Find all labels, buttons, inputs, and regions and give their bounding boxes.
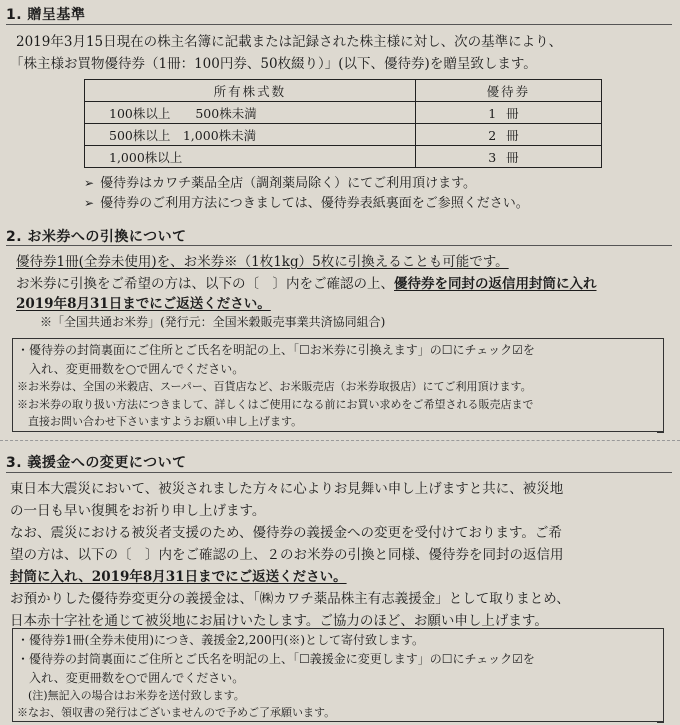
arrow-icon: ➢ <box>84 176 95 190</box>
section3-box-line3: 入れ、変更冊数を○で囲んでください。 <box>17 671 245 685</box>
section3-box-line1: ・優待券1冊(全券未使用)につき、義援金2,200円(※)として寄付致します。 <box>17 633 425 647</box>
section3-box-line2: ・優待券の封筒裏面にご住所とご氏名を明記の上、「☐義援金に変更します」の☐にチェック☑を <box>17 652 535 666</box>
section1-line1: 2019年3月15日現在の株主名簿に記載または記録された株主様に対し、次の基準により、 <box>16 34 563 50</box>
section2-box-line1: ・優待券の封筒裏面にご住所とご氏名を明記の上、「☐お米券に引換えます」の☐にチェック☑を <box>17 343 535 357</box>
section1-note-2: ➢ 優待券のご利用方法につきましては、優待券表紙裏面をご参照ください。 <box>84 196 529 211</box>
section3-box-line4: (注)無記入の場合はお米券を送付致します。 <box>17 689 245 702</box>
header-coupon: 優待券 <box>415 80 601 102</box>
row-shares: 100株以上 500株未満 <box>85 102 416 124</box>
table-header-row <box>85 80 602 102</box>
row-shares: 1,000株以上 <box>85 146 416 168</box>
section2-line2: お米券に引換をご希望の方は、以下の〔 〕内をご確認の上、優待券を同封の返信用封筒に入れ <box>16 276 597 292</box>
section1-title: 1. 贈呈基準 <box>6 7 86 23</box>
holdings-table <box>84 79 602 168</box>
section2-line3: 2019年8月31日までにご返送ください。 <box>16 296 271 312</box>
section2-box-line4: ※お米券の取り扱い方法につきまして、詳しくはご使用になる前にお買い求めをご希望される販売店まで <box>17 398 534 411</box>
section2-box-line5: 直接お問い合わせ下さいますようお願い申し上げます。 <box>17 415 303 428</box>
section2-box-line3: ※お米券は、全国の米穀店、スーパー、百貨店など、お米販売店（お米券取扱店）にてご利用頂けます。 <box>17 380 532 393</box>
header-shares: 所有株式数 <box>85 80 416 102</box>
section2-line2-emphasis: 優待券を同封の返信用封筒に入れ <box>394 276 597 292</box>
section3-line1: 東日本大震災において、被災されました方々に心よりお見舞い申し上げますと共に、被災地 <box>10 481 564 497</box>
table-row <box>85 146 602 168</box>
row-coupon: 3冊 <box>415 146 601 168</box>
section3-line4: 望の方は、以下の〔 〕内をご確認の上、２のお米券の引換と同様、優待券を同封の返信用 <box>10 547 564 563</box>
row-coupon: 2冊 <box>415 124 601 146</box>
section3-line5: 封筒に入れ、2019年8月31日までにご返送ください。 <box>10 569 347 585</box>
section-separator <box>0 440 680 441</box>
section2-box-line2: 入れ、変更冊数を○で囲んでください。 <box>17 362 245 376</box>
section2-instructions-box <box>12 338 663 432</box>
section1-line2: 「株主様お買物優待券（1冊：100円券、50枚綴り）」(以下、優待券)を贈呈致します。 <box>10 56 537 72</box>
row-coupon: 1冊 <box>415 102 601 124</box>
section2-rule <box>6 245 672 246</box>
section3-box-line5: ※なお、領収書の発行はございませんので予めご了承願います。 <box>17 706 336 719</box>
section3-title: 3. 義援金への変更について <box>6 455 187 471</box>
table-row <box>85 124 602 146</box>
section2-footnote: ※「全国共通お米券」(発行元：全国米穀販売事業共済協同組合) <box>40 315 386 329</box>
section3-line7: 日本赤十字社を通じて被災地にお届けいたします。ご協力のほど、お願い申し上げます。 <box>10 613 548 629</box>
section3-line2: の一日も早い復興をお祈り申し上げます。 <box>10 503 266 519</box>
section3-instructions-box <box>12 628 663 722</box>
row-shares: 500株以上 1,000株未満 <box>85 124 416 146</box>
section3-line3: なお、震災における被災者支援のため、優待券の義援金への変更を受付けております。ご希 <box>10 525 562 541</box>
section1-rule <box>6 24 672 25</box>
section2-title: 2. お米券への引換について <box>6 229 187 245</box>
arrow-icon: ➢ <box>84 196 95 210</box>
table-row <box>85 102 602 124</box>
section1-note-1: ➢ 優待券はカワチ薬品全店（調剤薬局除く）にてご利用頂けます。 <box>84 176 477 191</box>
section3-line6: お預かりした優待券変更分の義援金は、「㈱カワチ薬品株主有志義援金」として取りまとめ、 <box>10 591 570 607</box>
section3-rule <box>6 472 672 473</box>
section2-line1: 優待券1冊(全券未使用)を、お米券※（1枚1kg）5枚に引換えることも可能です。 <box>16 254 509 270</box>
